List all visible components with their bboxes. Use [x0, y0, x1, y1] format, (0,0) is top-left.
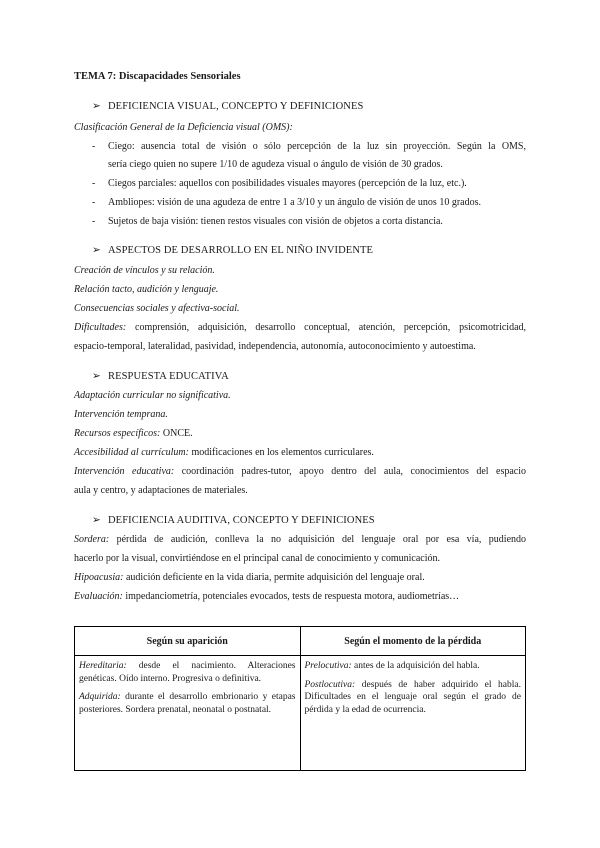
respuesta-item: Intervención temprana. — [74, 409, 168, 420]
intervencion-line: Intervención educativa: coordinación padres-tutor, apoyo dentro del aula, conocimientos del espacio — [74, 466, 527, 477]
adquirida-entry: Adquirida: durante el desarrollo embrionario y etapas posteriores. Sordera prenatal, neonatal o postnatal. — [79, 692, 296, 715]
document-title: TEMA 7: Discapacidades Sensoriales — [74, 71, 241, 82]
desarrollo-item: Consecuencias sociales y afectiva-social. — [74, 303, 240, 314]
section-heading-respuesta: ➢ RESPUESTA EDUCATIVA — [92, 371, 229, 382]
arrow-bullet-icon: ➢ — [92, 101, 101, 112]
intervencion-line-cont: aula y centro, y adaptaciones de materiales. — [74, 485, 248, 496]
respuesta-item: Adaptación curricular no significativa. — [74, 390, 231, 401]
sordera-line: Sordera: pérdida de audición, conlleva la no adquisición del lenguaje oral por esa vía, pudiendo — [74, 534, 527, 545]
classification-table — [74, 626, 526, 771]
prelocutiva-entry: Prelocutiva: antes de la adquisición del habla. — [304, 661, 480, 671]
arrow-bullet-icon: ➢ — [92, 371, 101, 382]
dash-bullet: - — [92, 141, 96, 152]
section-heading-visual: ➢ DEFICIENCIA VISUAL, CONCEPTO Y DEFINICIONES — [92, 101, 364, 112]
dificultades-line-cont: espacio-temporal, lateralidad, pasividad, independencia, autonomía, autoconocimiento y autoestima. — [74, 341, 476, 352]
table-row — [75, 656, 526, 771]
hereditaria-entry: Hereditaria: desde el nacimiento. Alteraciones genéticas. Oído interno. Progresiva o definitiva. — [79, 661, 296, 684]
evaluacion-line: Evaluación: impedanciometría, potenciales evocados, tests de respuesta motora, audiometrías… — [74, 591, 460, 602]
desarrollo-item: Creación de vínculos y su relación. — [74, 265, 215, 276]
desarrollo-item: Relación tacto, audición y lenguaje. — [74, 284, 219, 295]
column-header: Según su aparición — [75, 627, 301, 656]
bullet-text-ciego-cont: sería ciego quien no supere 1/10 de agudeza visual o ángulo de visión de 30 grados. — [108, 159, 443, 170]
table-cell-momento — [300, 656, 526, 771]
dash-bullet: - — [92, 178, 96, 189]
sordera-line-cont: hacerlo por la visual, convirtiéndose en el principal canal de conocimiento y comunicación. — [74, 553, 440, 564]
arrow-bullet-icon: ➢ — [92, 515, 101, 526]
section-heading-auditiva: ➢ DEFICIENCIA AUDITIVA, CONCEPTO Y DEFINICIONES — [92, 515, 375, 526]
postlocutiva-entry: Postlocutiva: después de haber adquirido el habla. Dificultades en el lenguaje oral según el grado de pérdida y la edad de ocurrencia. — [304, 679, 522, 715]
bullet-text-baja-vision: Sujetos de baja visión: tienen restos visuales con visión de objetos a corta distancia. — [108, 216, 443, 227]
bullet-text-ambliopes: Ambliopes: visión de una agudeza de entre 1 a 3/10 y un ángulo de visión de unos 10 grados. — [108, 197, 481, 208]
arrow-bullet-icon: ➢ — [92, 245, 101, 256]
section-heading-desarrollo: ➢ ASPECTOS DE DESARROLLO EN EL NIÑO INVIDENTE — [92, 245, 374, 256]
column-header: Según el momento de la pérdida — [300, 627, 526, 656]
bullet-text-parciales: Ciegos parciales: aquellos con posibilidades visuales mayores (percepción de la luz, etc.). — [108, 178, 467, 189]
dash-bullet: - — [92, 216, 96, 227]
dash-bullet: - — [92, 197, 96, 208]
oms-subtitle: Clasificación General de la Deficiencia visual (OMS): — [74, 122, 293, 133]
table-header-row — [75, 627, 526, 656]
recursos-line: Recursos específicos: ONCE. — [74, 428, 193, 439]
hipoacusia-line: Hipoacusia: audición deficiente en la vida diaria, permite adquisición del lenguaje oral. — [74, 572, 425, 583]
dificultades-line: Dificultades: comprensión, adquisición, desarrollo conceptual, atención, percepción, psicomotricidad, — [74, 322, 527, 333]
bullet-text-ciego: Ciego: ausencia total de visión o sólo percepción de la luz sin proyección. Según la OMS, — [108, 141, 526, 152]
accesibilidad-line: Accesibilidad al currículum: modificaciones en los elementos curriculares. — [74, 447, 374, 458]
table-cell-aparicion — [75, 656, 301, 771]
